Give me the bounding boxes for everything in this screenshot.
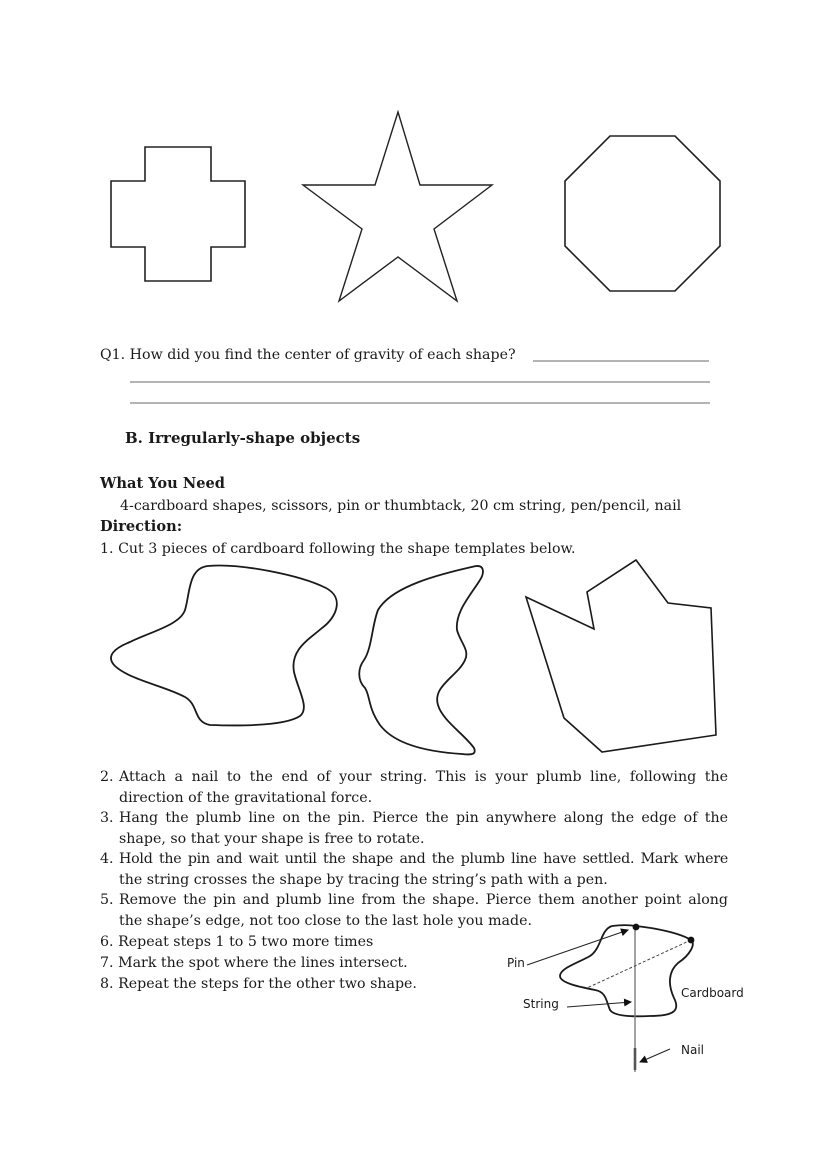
step-1 <box>100 539 575 559</box>
step-text: Cut 3 pieces of cardboard following the shape templates below. <box>118 541 576 557</box>
step-number: 4. <box>100 851 114 867</box>
step-5-line-2: the shape’s edge, not too close to the last hole you made. <box>119 913 532 929</box>
string-arrow <box>567 1002 631 1007</box>
step-4-line-1: Hold the pin and wait until the shape and the plumb line have settled. Mark where <box>119 851 728 867</box>
step-number: 1. <box>100 541 114 557</box>
step-4-line-2: the string crosses the shape by tracing the string’s path with a pen. <box>119 872 608 888</box>
step-2-line-1: Attach a nail to the end of your string. This is your plumb line, following the <box>119 769 728 785</box>
diagram-label-nail: Nail <box>681 1043 704 1057</box>
step-number: 5. <box>100 892 114 908</box>
step-5 <box>100 890 114 910</box>
step-3 <box>100 808 114 828</box>
nail-arrow <box>640 1049 670 1062</box>
octagon-shape <box>565 136 720 291</box>
step-5-line-1: Remove the pin and plumb line from the shape. Pierce them another point along <box>119 892 728 908</box>
step-number: 2. <box>100 769 114 785</box>
pin-arrow <box>527 930 628 965</box>
step-number: 6. <box>100 934 114 950</box>
step-number: 8. <box>100 976 114 992</box>
dashed-trace-line <box>587 940 691 988</box>
direction-heading: Direction: <box>100 518 183 535</box>
materials-list: 4-cardboard shapes, scissors, pin or thumbtack, 20 cm string, pen/pencil, nail <box>120 498 682 514</box>
star-shape <box>303 112 492 301</box>
irregular-blob-shape <box>111 566 337 726</box>
step-7 <box>100 953 408 973</box>
step-8 <box>100 974 417 994</box>
step-number: 7. <box>100 955 114 971</box>
cross-shape <box>111 147 245 281</box>
diagram-label-string: String <box>523 997 559 1011</box>
step-4 <box>100 849 114 869</box>
step-6 <box>100 932 373 952</box>
question-q1: Q1. How did you find the center of gravity of each shape? <box>100 347 516 363</box>
step-3-line-1: Hang the plumb line on the pin. Pierce the pin anywhere along the edge of the <box>119 810 728 826</box>
what-you-need-heading: What You Need <box>100 475 225 492</box>
irregular-polygon-shape <box>526 560 716 752</box>
irregular-crescent-shape <box>359 566 483 755</box>
diagram-label-cardboard: Cardboard <box>681 986 744 1000</box>
diagram-label-pin: Pin <box>507 956 525 970</box>
step-2-line-2: direction of the gravitational force. <box>119 790 373 806</box>
step-number: 3. <box>100 810 114 826</box>
section-b-heading: B. Irregularly-shape objects <box>125 429 361 447</box>
step-text: Repeat the steps for the other two shape. <box>118 976 417 992</box>
step-text: Repeat steps 1 to 5 two more times <box>118 934 374 950</box>
step-text: Mark the spot where the lines intersect. <box>118 955 408 971</box>
step-2 <box>100 767 114 787</box>
step-3-line-2: shape, so that your shape is free to rotate. <box>119 831 425 847</box>
pin-dot <box>633 924 640 931</box>
second-pin-dot <box>688 937 695 944</box>
